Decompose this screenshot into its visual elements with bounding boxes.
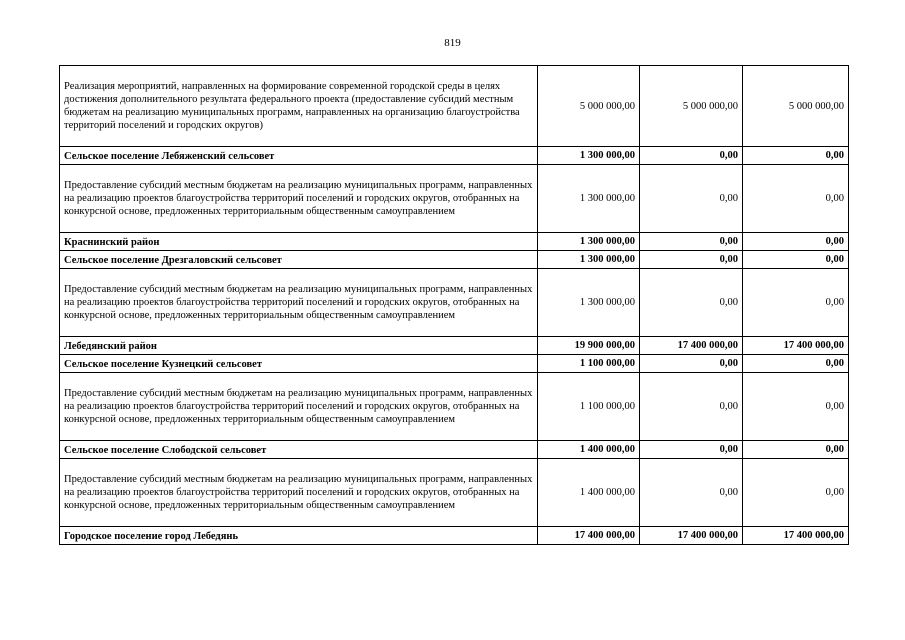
row-value-2: 0,00: [640, 441, 743, 459]
row-value-1: 17 400 000,00: [538, 527, 640, 545]
table-row: [60, 251, 849, 269]
row-value-2: 0,00: [640, 165, 743, 233]
row-value-3: 17 400 000,00: [743, 337, 849, 355]
row-value-2: 0,00: [640, 373, 743, 441]
row-value-1: 1 300 000,00: [538, 251, 640, 269]
row-value-2: 17 400 000,00: [640, 337, 743, 355]
row-description: Сельское поселение Лебяженский сельсовет: [60, 147, 538, 165]
row-value-1: 1 300 000,00: [538, 269, 640, 337]
row-value-2: 0,00: [640, 459, 743, 527]
row-description: Городское поселение город Лебедянь: [60, 527, 538, 545]
row-value-1: 1 300 000,00: [538, 147, 640, 165]
row-value-3: 0,00: [743, 269, 849, 337]
row-value-3: 17 400 000,00: [743, 527, 849, 545]
row-value-1: 1 100 000,00: [538, 373, 640, 441]
row-value-2: 17 400 000,00: [640, 527, 743, 545]
row-description: Реализация мероприятий, направленных на формирование современной городской среды в целях достижения дополнительного результата федерального проекта (предоставление субсидий местным бюджетам на реализацию муниципальных программ, направленных на организацию благоустройства территорий поселений и городских округов): [60, 66, 538, 147]
table-row: [60, 373, 849, 441]
row-value-1: 1 400 000,00: [538, 441, 640, 459]
row-value-1: 19 900 000,00: [538, 337, 640, 355]
row-value-2: 0,00: [640, 233, 743, 251]
table-row: [60, 441, 849, 459]
table-row: [60, 233, 849, 251]
table-row: [60, 459, 849, 527]
row-value-3: 0,00: [743, 147, 849, 165]
row-description: Предоставление субсидий местным бюджетам на реализацию муниципальных программ, направленных на реализацию проектов благоустройства территорий поселений и городских округов, отобранных на конкурсной основе, предложенных территориальным общественным самоуправлением: [60, 269, 538, 337]
row-value-3: 0,00: [743, 441, 849, 459]
table-row: [60, 147, 849, 165]
row-description: Лебедянский район: [60, 337, 538, 355]
row-description: Сельское поселение Кузнецкий сельсовет: [60, 355, 538, 373]
row-value-3: 0,00: [743, 355, 849, 373]
row-value-2: 0,00: [640, 147, 743, 165]
table-row: [60, 269, 849, 337]
row-value-1: 1 400 000,00: [538, 459, 640, 527]
row-value-1: 1 100 000,00: [538, 355, 640, 373]
row-description: Сельское поселение Дрезгаловский сельсовет: [60, 251, 538, 269]
table-row: [60, 165, 849, 233]
row-value-2: 5 000 000,00: [640, 66, 743, 147]
row-description: Предоставление субсидий местным бюджетам на реализацию муниципальных программ, направленных на реализацию проектов благоустройства территорий поселений и городских округов, отобранных на конкурсной основе, предложенных территориальным общественным самоуправлением: [60, 373, 538, 441]
row-value-2: 0,00: [640, 251, 743, 269]
row-description: Предоставление субсидий местным бюджетам на реализацию муниципальных программ, направленных на реализацию проектов благоустройства территорий поселений и городских округов, отобранных на конкурсной основе, предложенных территориальным общественным самоуправлением: [60, 459, 538, 527]
row-value-1: 1 300 000,00: [538, 233, 640, 251]
row-value-3: 0,00: [743, 165, 849, 233]
budget-table: [59, 65, 849, 545]
row-value-1: 1 300 000,00: [538, 165, 640, 233]
row-value-1: 5 000 000,00: [538, 66, 640, 147]
row-description: Предоставление субсидий местным бюджетам на реализацию муниципальных программ, направленных на реализацию проектов благоустройства территорий поселений и городских округов, отобранных на конкурсной основе, предложенных территориальным общественным самоуправлением: [60, 165, 538, 233]
table-row: [60, 66, 849, 147]
row-value-2: 0,00: [640, 269, 743, 337]
table-row: [60, 527, 849, 545]
row-value-3: 0,00: [743, 233, 849, 251]
table-row: [60, 355, 849, 373]
page-number: 819: [444, 37, 461, 49]
row-value-3: 0,00: [743, 373, 849, 441]
row-value-3: 0,00: [743, 459, 849, 527]
row-value-3: 5 000 000,00: [743, 66, 849, 147]
table-row: [60, 337, 849, 355]
row-description: Сельское поселение Слободской сельсовет: [60, 441, 538, 459]
row-value-2: 0,00: [640, 355, 743, 373]
row-value-3: 0,00: [743, 251, 849, 269]
row-description: Краснинский район: [60, 233, 538, 251]
